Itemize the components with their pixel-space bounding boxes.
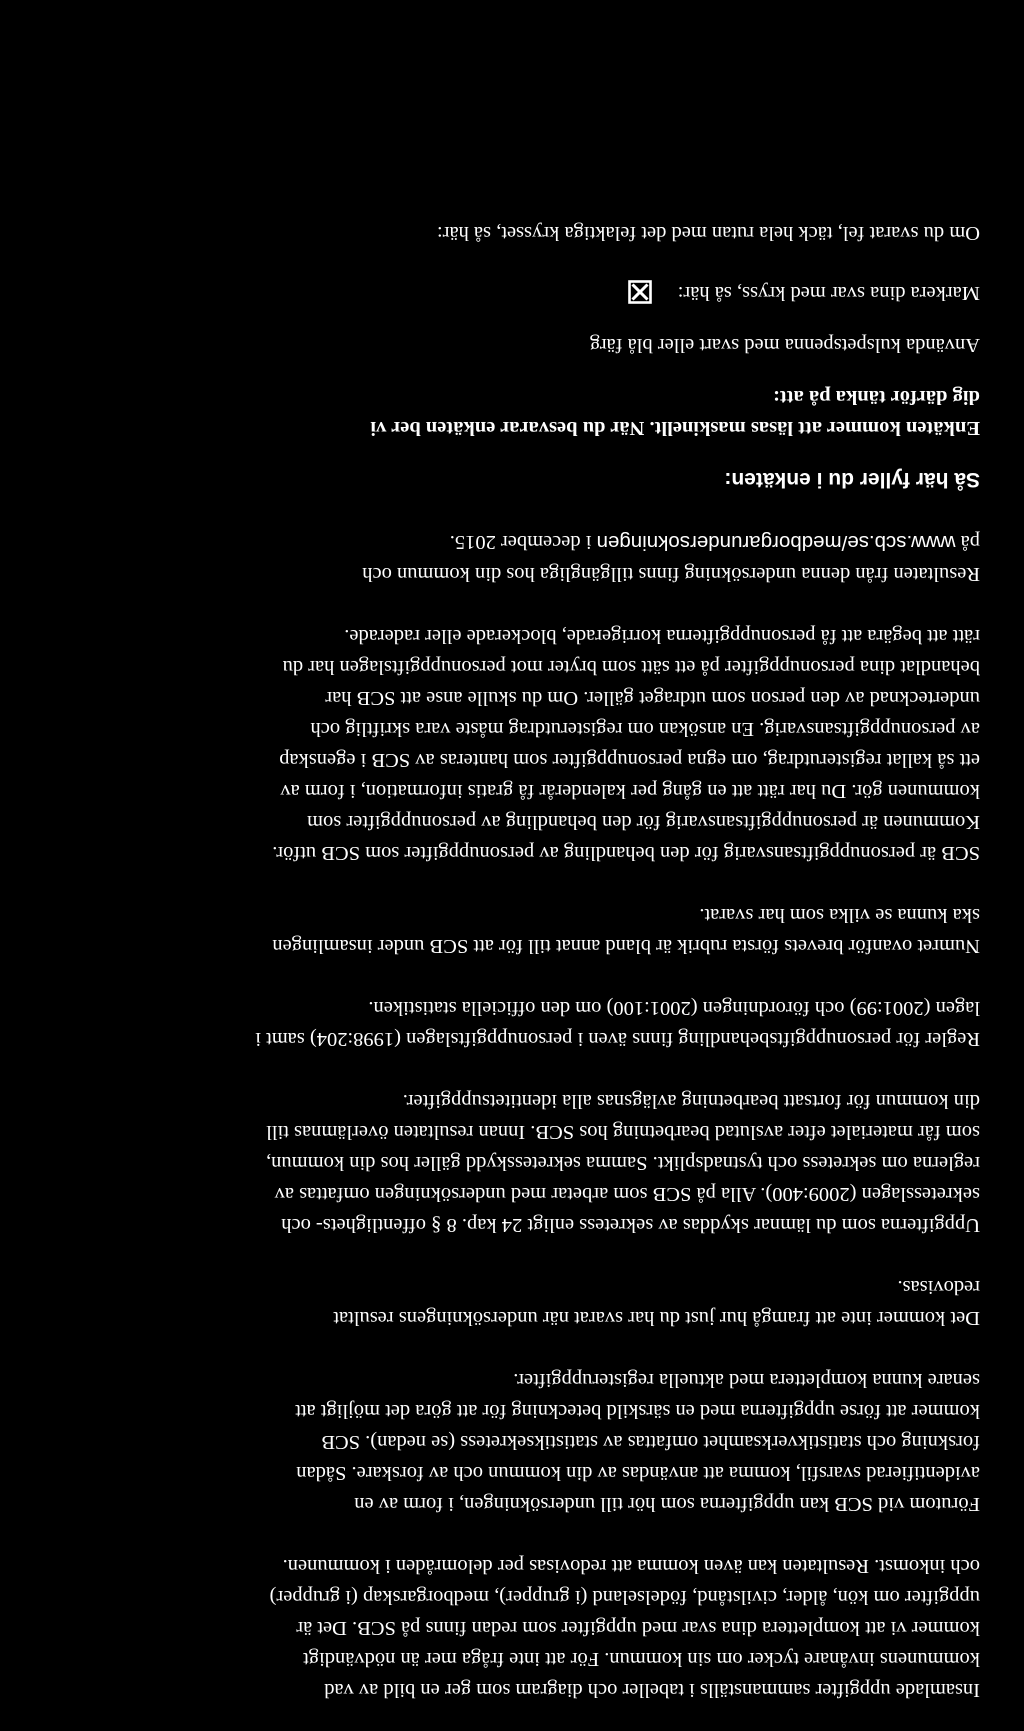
paragraph-anonymity <box>92 1271 980 1333</box>
paragraph-machine-read <box>92 381 980 443</box>
text-line: kommer vi att komplettera dina svar med uppgifter som redan finns på SCB. Det är <box>296 1617 980 1639</box>
crossed-checkbox-icon <box>628 281 652 305</box>
text-line: Enkäten kommer att läsas maskinellt. När du besvarar enkäten ber vi <box>370 417 980 439</box>
text-fragment: på <box>955 531 980 553</box>
text-line: ett så kallat registerutdrag, om egna personuppgifter som hanteras av SCB i egenskap <box>279 749 980 771</box>
text-line: sekretesslagen (2009:400). Alla på SCB som arbetar med undersökningen omfattas av <box>274 1183 980 1205</box>
text-line: Regler för personuppgiftsbehandling finns även i personuppgiftslagen (1998:204) samt i <box>255 1028 980 1050</box>
text-line: Uppgifterna som du lämnar skyddas av sekretess enligt 24 kap. 8 § offentlighets- och <box>281 1214 980 1236</box>
text-line: Kommunen är personuppgiftsansvarig för den behandling av personuppgifter som <box>307 811 980 833</box>
text-line: din kommun för fortsatt bearbetning avlägsnas alla identitetsuppgifter. <box>402 1090 980 1112</box>
paragraph-results-availability <box>92 526 980 589</box>
text-line: Resultaten från denna undersökning finns tillgängliga hos din kommun och <box>362 563 980 585</box>
text-line: Insamlade uppgifter sammanställs i tabeller och diagram som ger en bild av vad <box>324 1679 980 1701</box>
text-line: reglerna om sekretess och tystnadsplikt. Samma sekretesskydd gäller hos din kommun, <box>266 1152 980 1174</box>
text-line: kommunens invånare tycker om sin kommun. För att inte fråga mer än nödvändigt <box>303 1648 980 1670</box>
text-line: behandlat dina personuppgifter på ett sätt som bryter mot personuppgiftslagen har du <box>282 656 980 678</box>
text-line: uppgifter om kön, ålder, civilstånd, födelseland (i grupper), medborgarskap (i grupper) <box>269 1586 980 1608</box>
text-line: Numret ovanför brevets första rubrik är bland annat till för att SCB under insamlingen <box>272 935 980 957</box>
text-line: kommunen gör. Du har rätt att en gång per kalenderår få gratis information, i form av <box>280 780 980 802</box>
paragraph-confidentiality <box>92 1085 980 1240</box>
text-line: forskning och statistikverksamhet omfattas av statistiksekretess (se nedan). SCB <box>321 1431 980 1453</box>
mark-instruction-row <box>92 277 980 308</box>
pen-instruction: Använda kulspetspenna med svart eller blå färg <box>589 334 980 356</box>
paragraph-reference-number <box>92 899 980 961</box>
text-line: undertecknad av den person som utdraget gäller. Om du skulle anse att SCB har <box>325 687 980 709</box>
paragraph-regulations <box>92 992 980 1054</box>
text-line: SCB är personuppgiftsansvarig för den behandling av personuppgifter som SCB utför. <box>272 842 980 864</box>
mark-instruction-text: Markera dina svar med kryss, så här: <box>677 282 980 304</box>
text-line: kommer att förse uppgifterna med en särskild beteckning för att göra det möjligt att <box>295 1400 980 1422</box>
text-line: lagen (2001:99) och förordningen (2001:100) om den officiella statistiken. <box>368 997 980 1019</box>
paragraph-data-controller <box>92 620 980 868</box>
text-line: och inkomst. Resultaten kan även komma att redovisas per delområden i kommunen. <box>282 1555 980 1577</box>
how-to-heading: Så här fyller du i enkäten: <box>724 468 980 491</box>
text-line: Förutom vid SCB kan uppgifterna som hör till undersökningen, i form av en <box>354 1493 980 1515</box>
text-line: ska kunna se vilka som har svarat. <box>699 904 980 926</box>
text-fragment: i december 2015. <box>449 531 597 553</box>
text-line: av personuppgiftsansvarig. En ansökan om registerutdrag måste vara skriftlig och <box>310 718 980 740</box>
paragraph-research-usage <box>92 1364 980 1519</box>
text-line: senare kunna komplettera med aktuella registeruppgifter. <box>513 1369 980 1391</box>
text-line: avidentifierad svarsfil, komma att användas av din kommun och av forskare. Sådan <box>296 1462 980 1484</box>
text-line: dig därför tänka på att: <box>773 386 980 408</box>
paragraph-statistics-usage <box>92 1550 980 1705</box>
correction-instruction: Om du svarat fel, täck hela rutan med det felaktiga krysset, så här: <box>436 222 980 244</box>
results-url-link[interactable]: www.scb.se/medborgarundersokningen <box>596 531 956 554</box>
text-line: Det kommer inte att framgå hur just du har svarat när undersökningens resultat <box>333 1307 980 1329</box>
text-line <box>92 526 980 558</box>
text-line: rätt att begära att få personuppgifterna korrigerade, blockerade eller raderade. <box>344 625 980 647</box>
text-line: redovisas. <box>897 1276 980 1298</box>
text-line: som får materialet efter avslutad bearbetning hos SCB. Innan resultaten överlämnas till <box>266 1121 980 1143</box>
